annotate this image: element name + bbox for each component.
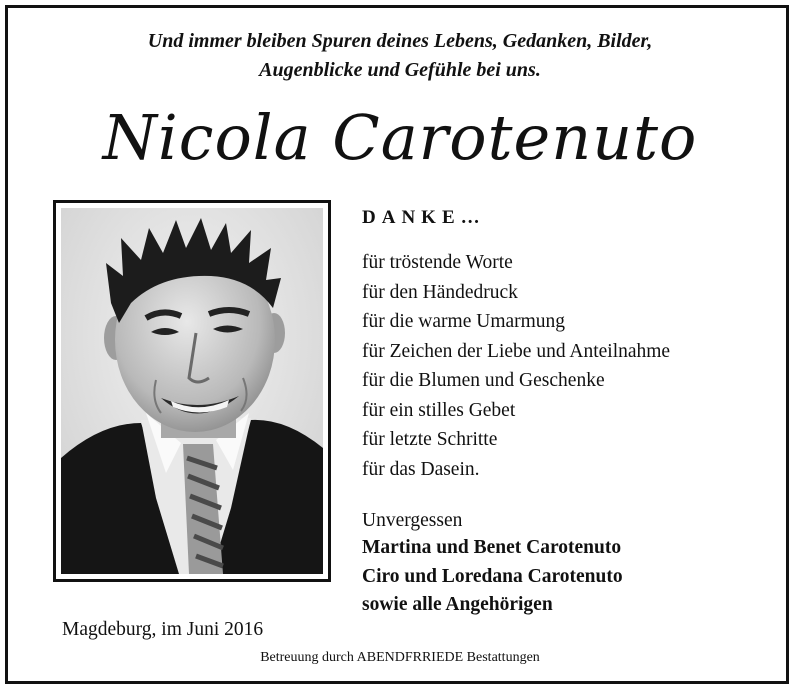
place-date: Magdeburg, im Juni 2016 bbox=[62, 619, 264, 640]
quote-line-1: Und immer bleiben Spuren deines Lebens, Gedanken, Bilder, bbox=[147, 30, 653, 52]
portrait-photo bbox=[53, 200, 331, 582]
thanks-item: für tröstende Worte bbox=[362, 252, 513, 273]
quote-line-2: Augenblicke und Gefühle bei uns. bbox=[259, 59, 541, 81]
portrait-image bbox=[61, 208, 323, 574]
thanks-item: für ein stilles Gebet bbox=[362, 399, 516, 421]
signer: Martina und Benet Carotenuto bbox=[362, 537, 622, 558]
thanks-item: für Zeichen der Liebe und Anteilnahme bbox=[362, 340, 671, 362]
thanks-heading: DANKE… bbox=[362, 207, 486, 228]
closing-phrase: Unvergessen bbox=[362, 510, 463, 531]
thanks-item: für die warme Umarmung bbox=[362, 311, 566, 332]
thanks-item: für die Blumen und Geschenke bbox=[362, 370, 605, 391]
signer: Ciro und Loredana Carotenuto bbox=[362, 565, 623, 587]
funeral-home-credit: Betreuung durch ABENDFRRIEDE Bestattungen bbox=[260, 650, 540, 665]
thanks-item: für das Dasein. bbox=[362, 458, 480, 480]
deceased-name: Nicola Carotenuto bbox=[102, 101, 698, 174]
signer: sowie alle Angehörigen bbox=[362, 594, 553, 615]
signers-list bbox=[362, 534, 623, 620]
thanks-item: für den Händedruck bbox=[362, 281, 518, 303]
thanks-item: für letzte Schritte bbox=[362, 429, 498, 450]
thanks-list bbox=[362, 248, 670, 484]
